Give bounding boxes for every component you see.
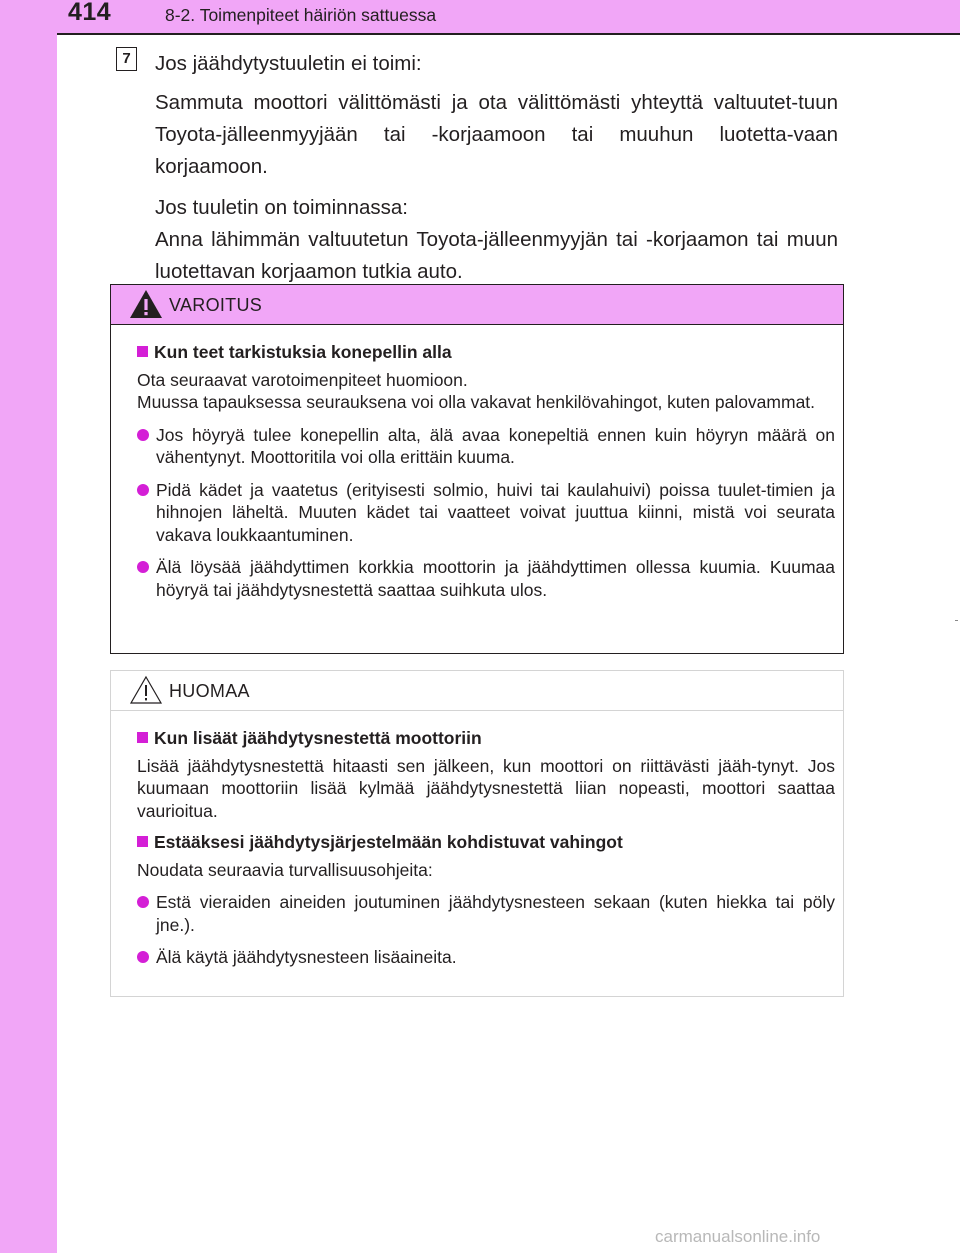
notice-body <box>111 711 843 969</box>
chapter-title: 8-2. Toimenpiteet häiriön sattuessa <box>165 5 437 25</box>
warning-title: VAROITUS <box>169 295 263 315</box>
square-bullet-icon <box>137 836 148 847</box>
round-bullet-icon <box>137 484 149 496</box>
warning-header <box>111 285 843 325</box>
round-bullet-icon <box>137 951 149 963</box>
round-bullet-icon <box>137 561 149 573</box>
sidebar-band <box>0 0 57 1253</box>
warning-body <box>111 325 843 601</box>
notice-section-heading: Kun lisäät jäähdytysnestettä moottoriin <box>137 727 835 750</box>
edge-mark <box>955 620 958 621</box>
warning-triangle-icon <box>129 289 163 319</box>
notice-title: HUOMAA <box>169 681 250 701</box>
square-bullet-icon <box>137 346 148 357</box>
warning-bullet: Pidä kädet ja vaatetus (erityisesti solmio, huivi tai kaulahuivi) poissa tuulet-timien ja hihnojen läheltä. Muuten kädet tai vaatteet voivat juuttua kiinni, mistä voi seurata vakava loukkaantuminen. <box>137 479 835 547</box>
step-number-badge: 7 <box>116 47 137 71</box>
square-bullet-icon <box>137 732 148 743</box>
header-rule <box>57 33 960 35</box>
warning-bullet: Älä löysää jäähdyttimen korkkia moottorin ja jäähdyttimen ollessa kuumia. Kuumaa höyryä tai jäähdytysnestettä saattaa suihkuta ulos. <box>137 556 835 601</box>
step-paragraph-1: Sammuta moottori välittömästi ja ota välittömästi yhteyttä valtuutet-tuun Toyota-jälleenmyyjään tai -korjaamoon tai muuhun luotetta-vaan korjaamoon. <box>155 91 838 178</box>
notice-bullet: Estä vieraiden aineiden joutuminen jäähdytysnesteen sekaan (kuten hiekka tai pöly jne.). <box>137 891 835 936</box>
warning-section-heading: Kun teet tarkistuksia konepellin alla <box>137 341 835 364</box>
notice-text: Noudata seuraavia turvallisuusohjeita: <box>137 859 433 880</box>
notice-header <box>111 671 843 711</box>
warning-bullet: Jos höyryä tulee konepellin alta, älä avaa konepeltiä ennen kuin höyryn määrä on vähentynyt. Moottoritila voi olla erittäin kuuma. <box>137 424 835 469</box>
notice-bullet: Älä käytä jäähdytysnesteen lisäaineita. <box>137 946 835 969</box>
page-number: 414 <box>68 0 112 26</box>
notice-section-heading: Estääksesi jäähdytysjärjestelmään kohdistuvat vahingot <box>137 831 835 854</box>
watermark: carmanualsonline.info <box>655 1227 821 1246</box>
round-bullet-icon <box>137 896 149 908</box>
notice-text: Lisää jäähdytysnestettä hitaasti sen jälkeen, kun moottori on riittävästi jääh-tynyt. Jos kuumaan moottoriin lisää kylmää jäähdytysnestettä liian nopeasti, moottori saattaa vaurioitua. <box>137 755 835 821</box>
round-bullet-icon <box>137 429 149 441</box>
notice-box <box>110 670 844 997</box>
step-paragraph-2-line-1: Jos tuuletin on toiminnassa: <box>155 196 408 219</box>
step-paragraph-2-line-2: Anna lähimmän valtuutetun Toyota-jälleenmyyjän tai -korjaamon tai muun luotettavan korjaamon tutkia auto. <box>155 228 838 283</box>
step-content <box>155 48 838 288</box>
warning-box <box>110 284 844 654</box>
warning-text: Ota seuraavat varotoimenpiteet huomioon. Muussa tapauksessa seurauksena voi olla vakavat henkilövahingot, kuten palovammat. <box>137 369 816 412</box>
caution-triangle-outline-icon <box>129 675 163 705</box>
step-title: Jos jäähdytystuuletin ei toimi: <box>155 52 422 75</box>
